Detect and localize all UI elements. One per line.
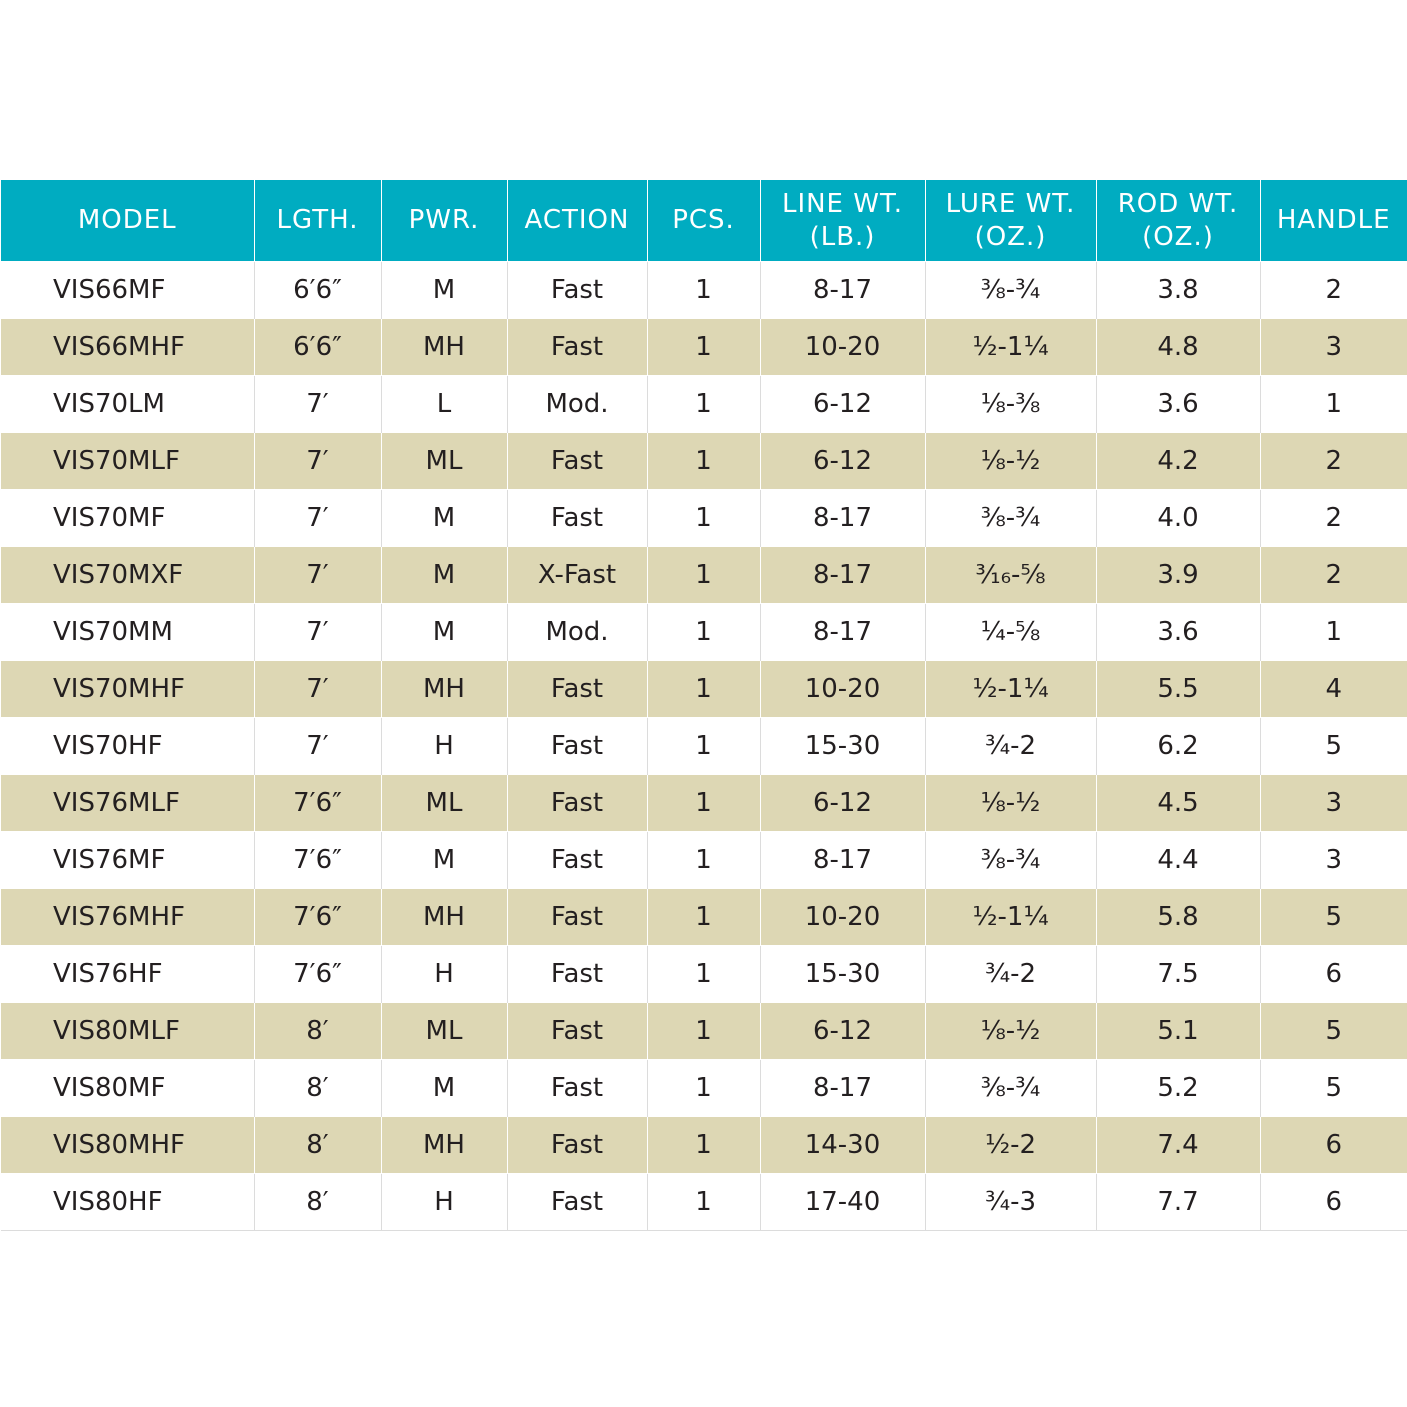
cell-rod-weight: 3.6 [1096,376,1260,433]
cell-rod-weight: 4.0 [1096,490,1260,547]
cell-handle: 5 [1260,889,1407,946]
cell-length: 7′ [254,490,381,547]
cell-lure-weight: ⅛-½ [925,433,1096,490]
cell-power: MH [381,889,507,946]
cell-lure-weight: ¾-2 [925,718,1096,775]
cell-line-weight: 14-30 [760,1117,925,1174]
cell-line-weight: 6-12 [760,1003,925,1060]
cell-power: M [381,1060,507,1117]
cell-action: Fast [507,832,647,889]
column-header-rod-weight [1096,180,1260,262]
cell-action: Fast [507,718,647,775]
column-header-label: PWR. [408,205,480,235]
cell-line-weight: 6-12 [760,433,925,490]
cell-line-weight: 10-20 [760,661,925,718]
cell-pieces: 1 [647,889,760,946]
cell-model: VIS76MHF [1,889,254,946]
cell-pieces: 1 [647,946,760,1003]
cell-length: 7′6″ [254,775,381,832]
cell-action: Mod. [507,604,647,661]
cell-action: Fast [507,1003,647,1060]
cell-pieces: 1 [647,547,760,604]
table-body [1,262,1407,1231]
cell-length: 7′6″ [254,889,381,946]
cell-pieces: 1 [647,319,760,376]
cell-lure-weight: ¼-⅝ [925,604,1096,661]
cell-action: Fast [507,319,647,376]
cell-model: VIS76HF [1,946,254,1003]
cell-length: 7′ [254,433,381,490]
cell-length: 6′6″ [254,319,381,376]
cell-handle: 6 [1260,1117,1407,1174]
cell-pieces: 1 [647,262,760,319]
cell-handle: 1 [1260,376,1407,433]
cell-lure-weight: ½-1¼ [925,889,1096,946]
cell-pieces: 1 [647,376,760,433]
cell-pieces: 1 [647,1003,760,1060]
table-row [1,889,1407,946]
cell-lure-weight: ¾-2 [925,946,1096,1003]
cell-model: VIS70MHF [1,661,254,718]
cell-line-weight: 8-17 [760,832,925,889]
column-header-model [1,180,254,262]
table-row [1,946,1407,1003]
cell-model: VIS70MLF [1,433,254,490]
cell-model: VIS70HF [1,718,254,775]
cell-power: ML [381,433,507,490]
column-header-label: MODEL [77,205,177,235]
cell-handle: 2 [1260,547,1407,604]
cell-action: Fast [507,775,647,832]
column-header-label: LGTH. [276,205,359,235]
cell-model: VIS70LM [1,376,254,433]
cell-pieces: 1 [647,1117,760,1174]
cell-lure-weight: ⅛-½ [925,775,1096,832]
cell-action: Fast [507,490,647,547]
column-header-length [254,180,381,262]
cell-handle: 2 [1260,490,1407,547]
cell-length: 8′ [254,1117,381,1174]
cell-lure-weight: ½-1¼ [925,319,1096,376]
cell-lure-weight: ⅜-¾ [925,832,1096,889]
cell-model: VIS76MLF [1,775,254,832]
cell-rod-weight: 3.9 [1096,547,1260,604]
cell-rod-weight: 7.5 [1096,946,1260,1003]
cell-power: M [381,604,507,661]
cell-lure-weight: ⅜-¾ [925,1060,1096,1117]
cell-action: Mod. [507,376,647,433]
cell-lure-weight: ¾-3 [925,1174,1096,1231]
cell-rod-weight: 7.7 [1096,1174,1260,1231]
cell-model: VIS70MXF [1,547,254,604]
cell-power: M [381,490,507,547]
column-header-label: ACTION [524,205,630,235]
cell-model: VIS80HF [1,1174,254,1231]
column-header-label: HANDLE [1276,205,1391,235]
cell-pieces: 1 [647,718,760,775]
column-header-label: (LB.) [809,221,876,252]
cell-handle: 6 [1260,1174,1407,1231]
column-header-handle [1260,180,1407,262]
table-row [1,433,1407,490]
cell-line-weight: 8-17 [760,262,925,319]
cell-pieces: 1 [647,604,760,661]
column-header-label: LINE WT. [781,188,904,219]
cell-action: Fast [507,1117,647,1174]
cell-rod-weight: 5.2 [1096,1060,1260,1117]
cell-line-weight: 10-20 [760,319,925,376]
table-header [1,180,1407,262]
cell-pieces: 1 [647,775,760,832]
cell-pieces: 1 [647,490,760,547]
cell-pieces: 1 [647,832,760,889]
cell-action: Fast [507,1174,647,1231]
cell-length: 7′ [254,718,381,775]
cell-power: MH [381,661,507,718]
cell-rod-weight: 3.6 [1096,604,1260,661]
table-row [1,832,1407,889]
cell-length: 7′ [254,376,381,433]
cell-action: Fast [507,1060,647,1117]
table-row [1,775,1407,832]
cell-action: Fast [507,889,647,946]
cell-model: VIS80MF [1,1060,254,1117]
table-row [1,604,1407,661]
cell-lure-weight: ⅜-¾ [925,262,1096,319]
header-row [1,180,1407,262]
cell-rod-weight: 6.2 [1096,718,1260,775]
cell-rod-weight: 5.5 [1096,661,1260,718]
cell-line-weight: 10-20 [760,889,925,946]
cell-length: 8′ [254,1003,381,1060]
cell-handle: 5 [1260,1060,1407,1117]
cell-rod-weight: 4.5 [1096,775,1260,832]
table-row [1,376,1407,433]
cell-power: L [381,376,507,433]
cell-model: VIS76MF [1,832,254,889]
cell-length: 6′6″ [254,262,381,319]
cell-action: Fast [507,433,647,490]
cell-handle: 1 [1260,604,1407,661]
cell-action: Fast [507,661,647,718]
column-header-power [381,180,507,262]
cell-handle: 2 [1260,433,1407,490]
cell-line-weight: 8-17 [760,604,925,661]
cell-line-weight: 15-30 [760,946,925,1003]
table-row [1,547,1407,604]
cell-model: VIS66MHF [1,319,254,376]
cell-action: Fast [507,946,647,1003]
table-row [1,1117,1407,1174]
cell-power: ML [381,1003,507,1060]
cell-pieces: 1 [647,661,760,718]
cell-model: VIS80MLF [1,1003,254,1060]
cell-rod-weight: 5.8 [1096,889,1260,946]
cell-length: 7′6″ [254,832,381,889]
cell-handle: 3 [1260,775,1407,832]
cell-power: M [381,832,507,889]
cell-handle: 6 [1260,946,1407,1003]
cell-line-weight: 6-12 [760,775,925,832]
cell-length: 7′ [254,661,381,718]
cell-length: 7′6″ [254,946,381,1003]
cell-length: 8′ [254,1060,381,1117]
cell-length: 7′ [254,547,381,604]
cell-lure-weight: ½-2 [925,1117,1096,1174]
cell-lure-weight: ⅛-⅜ [925,376,1096,433]
cell-lure-weight: ³⁄₁₆-⅝ [925,547,1096,604]
cell-rod-weight: 4.2 [1096,433,1260,490]
column-header-action [507,180,647,262]
column-header-line-weight [760,180,925,262]
cell-line-weight: 15-30 [760,718,925,775]
cell-length: 8′ [254,1174,381,1231]
cell-rod-weight: 4.8 [1096,319,1260,376]
cell-handle: 2 [1260,262,1407,319]
cell-rod-weight: 5.1 [1096,1003,1260,1060]
column-header-label: ROD WT. [1117,188,1239,219]
cell-rod-weight: 4.4 [1096,832,1260,889]
cell-power: H [381,1174,507,1231]
table-row [1,1003,1407,1060]
table-row [1,262,1407,319]
column-header-label: (OZ.) [974,221,1047,252]
cell-pieces: 1 [647,1060,760,1117]
cell-power: H [381,718,507,775]
cell-handle: 3 [1260,319,1407,376]
cell-pieces: 1 [647,433,760,490]
table-row [1,1060,1407,1117]
cell-rod-weight: 3.8 [1096,262,1260,319]
cell-model: VIS70MF [1,490,254,547]
cell-handle: 5 [1260,718,1407,775]
cell-power: M [381,547,507,604]
table-row [1,1174,1407,1231]
cell-lure-weight: ⅛-½ [925,1003,1096,1060]
cell-power: ML [381,775,507,832]
cell-power: H [381,946,507,1003]
column-header-pieces [647,180,760,262]
column-header-lure-weight [925,180,1096,262]
cell-handle: 4 [1260,661,1407,718]
cell-line-weight: 8-17 [760,547,925,604]
cell-handle: 3 [1260,832,1407,889]
column-header-label: PCS. [672,205,735,235]
cell-model: VIS80MHF [1,1117,254,1174]
rod-spec-table [1,180,1407,1231]
cell-line-weight: 8-17 [760,1060,925,1117]
cell-line-weight: 6-12 [760,376,925,433]
cell-line-weight: 17-40 [760,1174,925,1231]
cell-power: MH [381,319,507,376]
cell-power: MH [381,1117,507,1174]
column-header-label: (OZ.) [1142,221,1214,252]
table-row [1,718,1407,775]
cell-length: 7′ [254,604,381,661]
cell-rod-weight: 7.4 [1096,1117,1260,1174]
cell-lure-weight: ½-1¼ [925,661,1096,718]
cell-lure-weight: ⅜-¾ [925,490,1096,547]
table-row [1,319,1407,376]
cell-power: M [381,262,507,319]
cell-action: Fast [507,262,647,319]
column-header-label: LURE WT. [945,188,1076,219]
table-row [1,661,1407,718]
table-row [1,490,1407,547]
cell-model: VIS66MF [1,262,254,319]
cell-model: VIS70MM [1,604,254,661]
cell-action: X-Fast [507,547,647,604]
cell-handle: 5 [1260,1003,1407,1060]
cell-pieces: 1 [647,1174,760,1231]
cell-line-weight: 8-17 [760,490,925,547]
